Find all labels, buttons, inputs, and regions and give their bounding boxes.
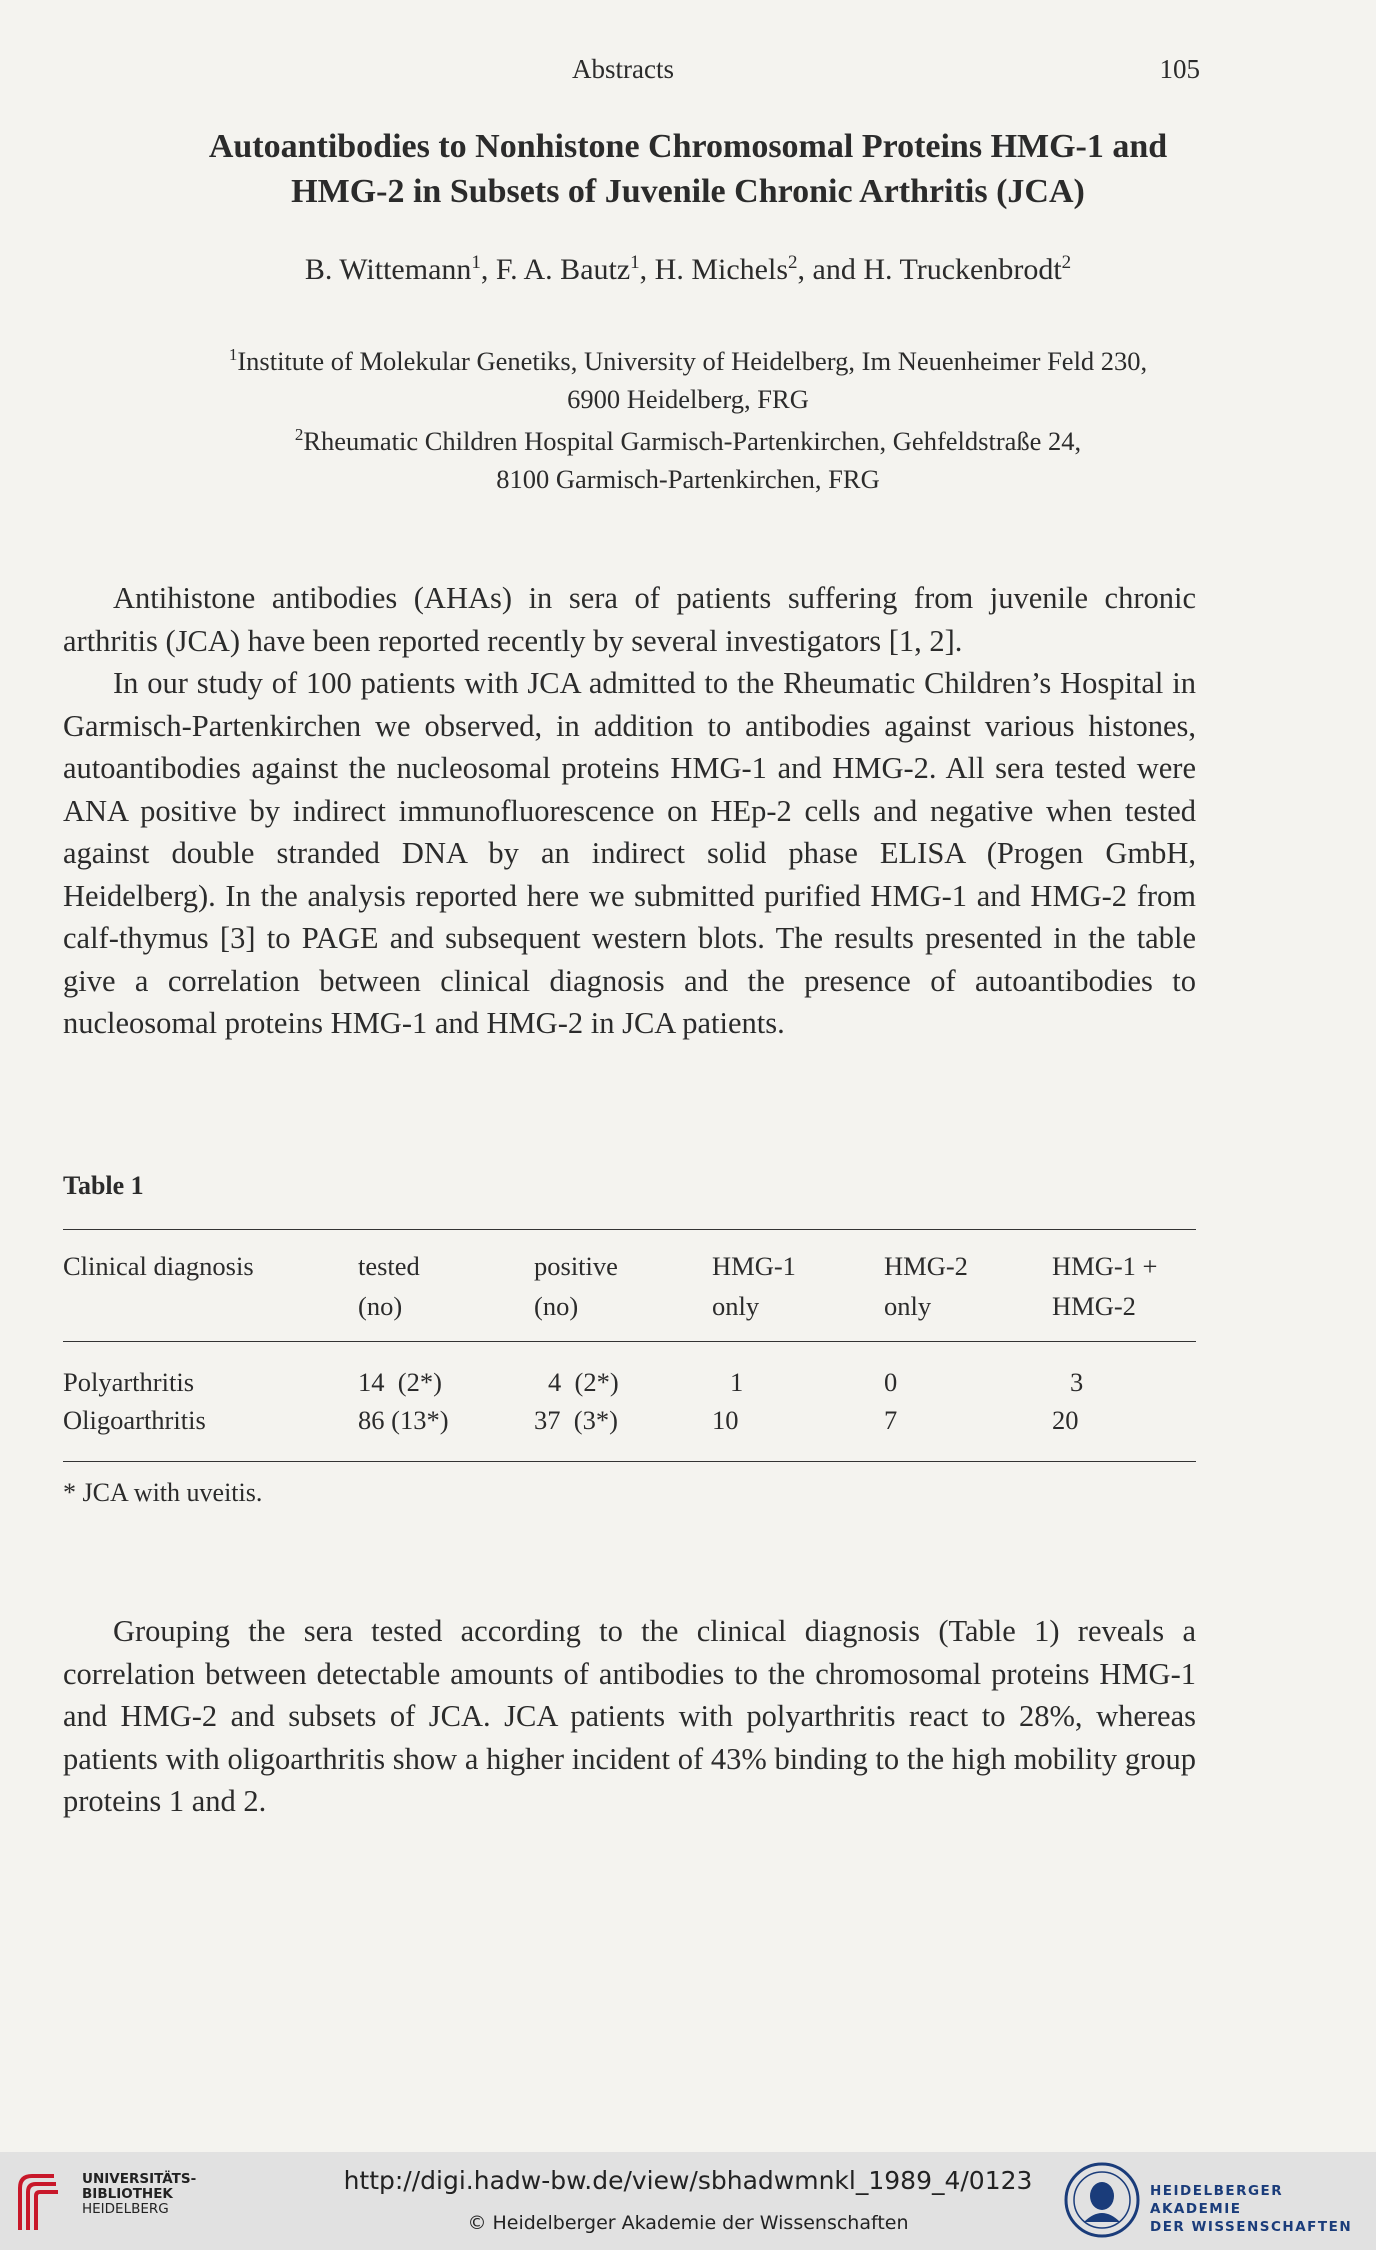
table-top-rule <box>63 1229 1196 1230</box>
section-title: Abstracts <box>572 54 674 84</box>
table-cell: 0 <box>884 1367 898 1397</box>
author-list <box>60 252 1316 287</box>
academy-name-line: HEIDELBERGER AKADEMIE <box>1150 2183 1284 2217</box>
academy-name-line: DER WISSENSCHAFTEN <box>1150 2219 1353 2235</box>
header-text: Clinical diagnosis <box>63 1251 254 1281</box>
table-cell: 1 <box>730 1367 744 1397</box>
academy-seal-icon <box>1062 2160 1142 2240</box>
header-text: only <box>884 1291 932 1321</box>
article-title <box>60 124 1316 214</box>
affiliation-line: Institute of Molekular Genetiks, University of Heidelberg, Im Neuenheimer Feld 230, <box>237 345 1148 376</box>
affiliation-1 <box>60 336 1316 418</box>
affiliation-mark: 1 <box>228 345 238 364</box>
author-affiliation-mark: 2 <box>1061 252 1072 273</box>
table-header-rule <box>63 1341 1196 1342</box>
author-name: H. Michels <box>654 253 788 286</box>
viewer-footer <box>0 2152 1376 2250</box>
page-number: 105 <box>1159 54 1200 84</box>
body-paragraph: Antihistone antibodies (AHAs) in sera of patients suffering from juvenile chronic arthritis (JCA) have been reported recently by several investigators [1, 2]. <box>63 581 1196 658</box>
header-text: (no) <box>358 1291 403 1321</box>
header-text: HMG-2 <box>1052 1291 1136 1321</box>
header-text: tested <box>358 1251 420 1281</box>
table-cell: 10 <box>712 1405 739 1435</box>
author-affiliation-mark: 1 <box>471 252 481 273</box>
table-bottom-rule <box>63 1461 1196 1462</box>
library-name-line: BIBLIOTHEK <box>82 2186 173 2202</box>
header-text: (no) <box>534 1291 579 1321</box>
header-text: only <box>712 1291 760 1321</box>
article-body <box>63 577 1196 1045</box>
table-header-cell <box>534 1246 618 1326</box>
table-header-cell <box>1052 1246 1157 1326</box>
table-footnote: * JCA with uveitis. <box>63 1478 263 1507</box>
affiliation-2 <box>60 416 1316 498</box>
author-name: H. Truckenbrodt <box>863 253 1062 286</box>
body-paragraph: In our study of 100 patients with JCA admitted to the Rheumatic Children’s Hospital in Garmisch-Partenkirchen we observed, in addition to antibodies against various histones, autoantibodies against the nucleosomal proteins HMG-1 and HMG-2. All sera tested were ANA positive by indirect immunofluorescence on HEp-2 cells and negative when tested against double stranded DNA by an indirect solid phase ELISA (Progen GmbH, Heidelberg). In the analysis reported here we submitted purified HMG-1 and HMG-2 from calf-thymus [3] to PAGE and subsequent western blots. The results presented in the table give a correlation between clinical diagnosis and the presence of autoantibodies to nucleosomal proteins HMG-1 and HMG-2 in JCA patients. <box>63 666 1196 1040</box>
article-title-line-1: Autoantibodies to Nonhistone Chromosomal Proteins HMG-1 and <box>208 128 1168 165</box>
table-cell: 20 <box>1052 1405 1079 1435</box>
table-cell: 14 (2*) <box>358 1367 442 1397</box>
copyright-notice: © Heidelberger Akademie der Wissenschaften <box>467 2212 909 2234</box>
body-paragraph: Grouping the sera tested according to the clinical diagnosis (Table 1) reveals a correlation between detectable amounts of antibodies to the chromosomal proteins HMG-1 and HMG-2 and subsets of JCA. JCA patients with polyarthritis react to 28%, whereas patients with oligoarthritis show a higher incident of 43% binding to the high mobility group proteins 1 and 2. <box>63 1614 1196 1818</box>
author-separator: , <box>639 253 655 286</box>
closing-section <box>63 1610 1196 1823</box>
author-separator: , <box>480 253 496 286</box>
table-header-cell <box>884 1246 968 1326</box>
library-name-line: UNIVERSITÄTS- <box>82 2171 197 2187</box>
academy-name <box>1150 2182 1376 2236</box>
author-name: F. A. Bautz <box>495 253 631 286</box>
affiliation-line: Rheumatic Children Hospital Garmisch-Partenkirchen, Gehfeldstraße 24, <box>303 425 1082 456</box>
table-cell: 4 (2*) <box>548 1367 619 1397</box>
author-affiliation-mark: 2 <box>788 252 798 273</box>
author-separator: , and <box>797 253 864 286</box>
permalink-url[interactable]: http://digi.hadw-bw.de/view/sbhadwmnkl_1989_4/0123 <box>343 2166 1033 2195</box>
header-text: HMG-2 <box>884 1251 968 1281</box>
table-caption: Table 1 <box>63 1171 144 1200</box>
library-name-line: HEIDELBERG <box>82 2201 169 2217</box>
table-cell: Polyarthritis <box>63 1367 195 1397</box>
table-header-cell <box>712 1246 796 1326</box>
table-header-cell <box>358 1246 420 1326</box>
author-name: B. Wittemann <box>304 253 472 286</box>
affiliation-line: 6900 Heidelberg, FRG <box>567 383 809 414</box>
table-cell: Oligoarthritis <box>63 1405 206 1435</box>
table-cell: 3 <box>1070 1367 1084 1397</box>
table-cell: 7 <box>884 1405 898 1435</box>
running-head <box>0 54 1376 90</box>
author-affiliation-mark: 1 <box>630 252 640 273</box>
header-text: HMG-1 <box>712 1251 796 1281</box>
header-text: positive <box>534 1251 618 1281</box>
header-text: HMG-1 + <box>1052 1251 1158 1281</box>
table-cell: 37 (3*) <box>534 1405 618 1435</box>
affiliation-line: 8100 Garmisch-Partenkirchen, FRG <box>496 463 880 494</box>
article-title-line-2: HMG-2 in Subsets of Juvenile Chronic Arthritis (JCA) <box>291 173 1085 210</box>
table-cell: 86 (13*) <box>358 1405 449 1435</box>
affiliation-mark: 2 <box>294 425 304 444</box>
table-header-cell <box>63 1246 254 1286</box>
